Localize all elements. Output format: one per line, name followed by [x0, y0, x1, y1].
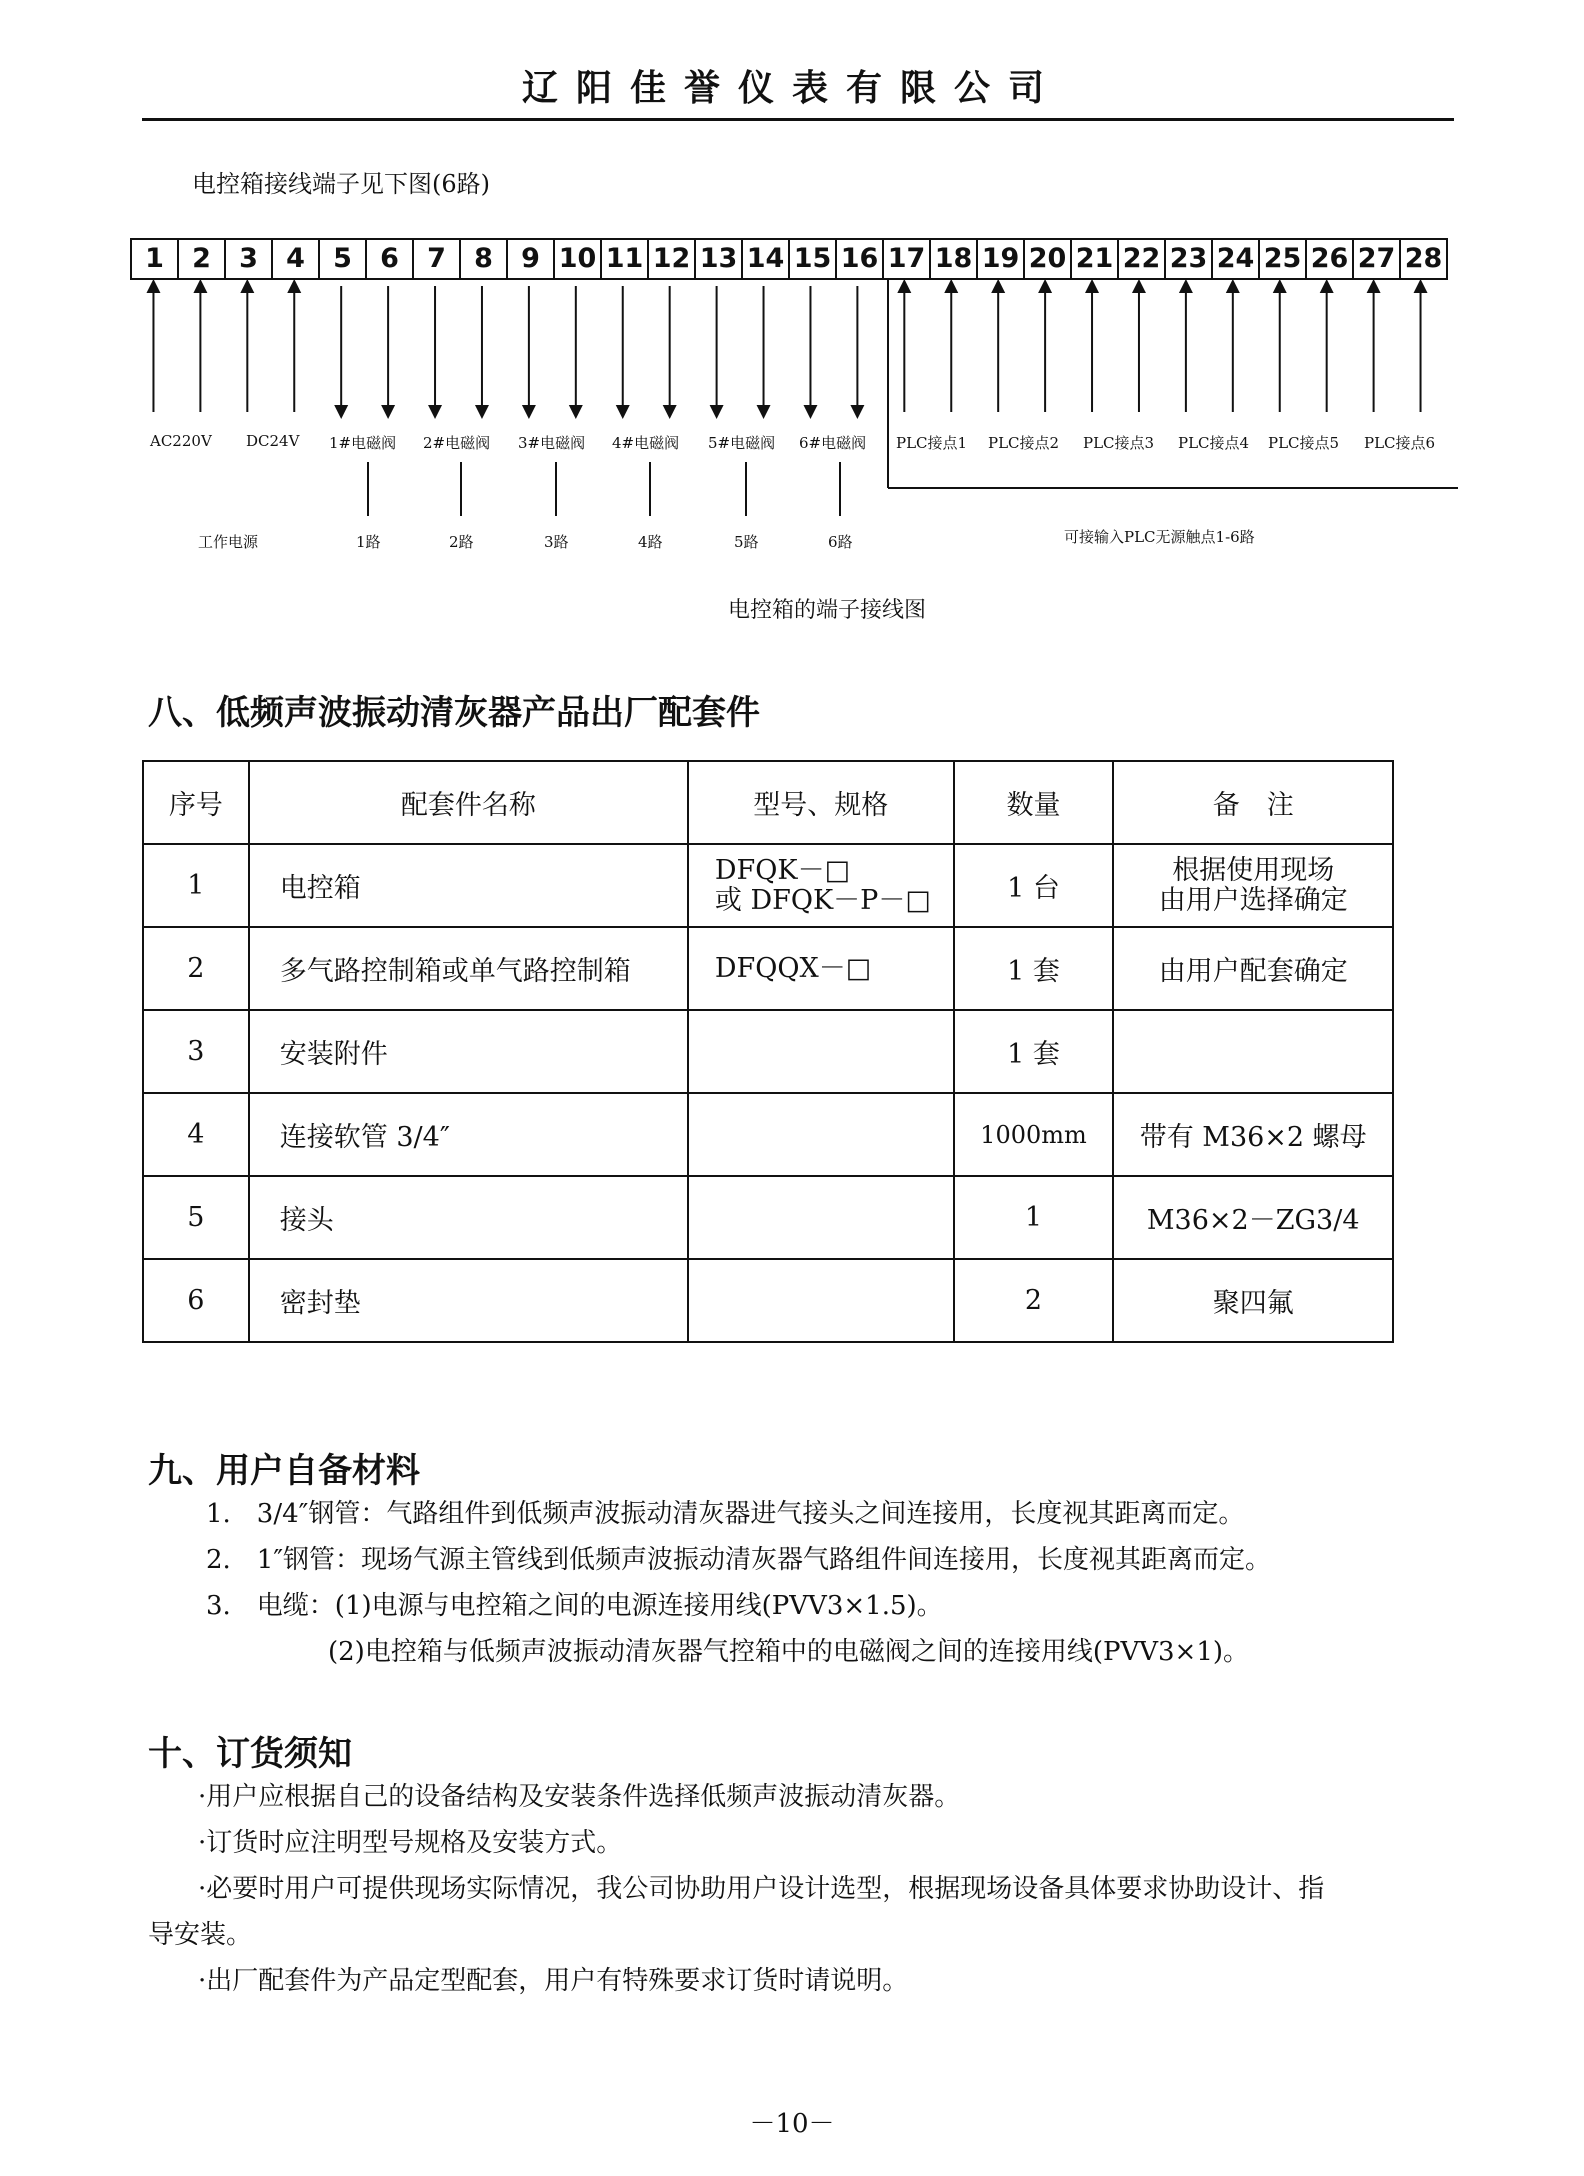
- cell-note: M36×2－ZG3/4: [1113, 1176, 1393, 1259]
- order-item-1: ·用户应根据自己的设备结构及安装条件选择低频声波振动清灰器。: [198, 1782, 961, 1812]
- header-note: 备 注: [1113, 761, 1393, 844]
- terminal-10: 10: [555, 240, 602, 278]
- terminal-3: 3: [226, 240, 273, 278]
- diagram-intro: 电控箱接线端子见下图(6路): [192, 170, 490, 198]
- label-plc-6: PLC接点6: [1364, 434, 1436, 452]
- table-row: [143, 1176, 1393, 1259]
- order-item-3-cont: 导安装。: [148, 1920, 253, 1950]
- terminal-16: 16: [837, 240, 884, 278]
- label-plc-3: PLC接点3: [1083, 434, 1155, 452]
- cell-note: 聚四氟: [1113, 1259, 1393, 1342]
- terminal-9: 9: [508, 240, 555, 278]
- note-line-1: 根据使用现场: [1172, 854, 1335, 886]
- wiring-arrows: [0, 0, 1584, 620]
- label-plc-5: PLC接点5: [1268, 434, 1340, 452]
- header-qty: 数量: [954, 761, 1114, 844]
- cell-model: [688, 1176, 954, 1259]
- label-plc-4: PLC接点4: [1178, 434, 1250, 452]
- diagram-caption: 电控箱的端子接线图: [728, 598, 927, 623]
- terminal-5: 5: [320, 240, 367, 278]
- cell-qty: 2: [954, 1259, 1114, 1342]
- label-valve-5: 5#电磁阀: [708, 434, 776, 452]
- cell-name: 安装附件: [249, 1010, 688, 1093]
- terminal-11: 11: [602, 240, 649, 278]
- cell-name: 连接软管 3/4″: [249, 1093, 688, 1176]
- cell-model: [688, 1259, 954, 1342]
- terminal-1: 1: [132, 240, 179, 278]
- section-8-title: 八、低频声波振动清灰器产品出厂配套件: [148, 693, 760, 733]
- terminal-13: 13: [696, 240, 743, 278]
- label-route-5: 5路: [734, 533, 759, 551]
- cell-note: [1113, 844, 1393, 927]
- terminal-19: 19: [978, 240, 1025, 278]
- cell-no: 2: [143, 927, 249, 1010]
- label-valve-4: 4#电磁阀: [612, 434, 680, 452]
- label-valve-1: 1#电磁阀: [329, 434, 397, 452]
- label-plc-2: PLC接点2: [988, 434, 1060, 452]
- cell-qty: 1000mm: [954, 1093, 1114, 1176]
- cell-no: 5: [143, 1176, 249, 1259]
- label-valve-6: 6#电磁阀: [799, 434, 867, 452]
- header-model: 型号、规格: [688, 761, 954, 844]
- terminal-15: 15: [790, 240, 837, 278]
- label-valve-3: 3#电磁阀: [518, 434, 586, 452]
- terminal-28: 28: [1404, 243, 1443, 274]
- cell-model: DFQQX－□: [688, 927, 954, 1010]
- table-row: [143, 1259, 1393, 1342]
- terminal-21: 21: [1072, 240, 1119, 278]
- page-number: －10－: [749, 2109, 835, 2139]
- section-9-title: 九、用户自备材料: [148, 1451, 420, 1491]
- table-row: [143, 1010, 1393, 1093]
- label-power: 工作电源: [198, 533, 259, 551]
- note-line-2: 由用户选择确定: [1158, 884, 1348, 916]
- company-name: 辽阳佳誉仪表有限公司: [521, 68, 1062, 109]
- cell-name: 电控箱: [249, 844, 688, 927]
- terminal-2: 2: [179, 240, 226, 278]
- cell-qty: 1: [954, 1176, 1114, 1259]
- table-row: [143, 844, 1393, 927]
- kit-table: [142, 760, 1394, 1343]
- table-row: [143, 1093, 1393, 1176]
- cell-qty: 1 套: [954, 927, 1114, 1010]
- header-name: 配套件名称: [249, 761, 688, 844]
- cell-name: 接头: [249, 1176, 688, 1259]
- cell-no: 1: [143, 844, 249, 927]
- cell-model: [688, 1093, 954, 1176]
- header-no: 序号: [143, 761, 249, 844]
- cell-note: [1113, 1010, 1393, 1093]
- terminal-24: 24: [1213, 240, 1260, 278]
- label-valve-2: 2#电磁阀: [423, 434, 491, 452]
- label-route-1: 1路: [356, 533, 381, 551]
- terminal-20: 20: [1025, 240, 1072, 278]
- terminal-12: 12: [649, 240, 696, 278]
- cell-qty: 1 套: [954, 1010, 1114, 1093]
- table-row: [143, 927, 1393, 1010]
- material-item-1: 1. 3/4″钢管：气路组件到低频声波振动清灰器进气接头之间连接用，长度视其距离而定。: [206, 1499, 1245, 1529]
- terminal-8: 8: [461, 240, 508, 278]
- terminal-6: 6: [367, 240, 414, 278]
- cell-qty: 1 台: [954, 844, 1114, 927]
- cell-no: 6: [143, 1259, 249, 1342]
- label-route-4: 4路: [638, 533, 663, 551]
- terminal-14: 14: [743, 240, 790, 278]
- cell-no: 4: [143, 1093, 249, 1176]
- terminal-26: 26: [1307, 240, 1354, 278]
- order-item-3: ·必要时用户可提供现场实际情况，我公司协助用户设计选型，根据现场设备具体要求协助设计、指: [198, 1874, 1325, 1904]
- model-line-1: DFQK－□: [714, 854, 851, 886]
- cell-no: 3: [143, 1010, 249, 1093]
- terminal-17: 17: [884, 240, 931, 278]
- terminal-4: 4: [273, 240, 320, 278]
- terminal-27: 27: [1354, 240, 1401, 278]
- cell-model: [688, 844, 954, 927]
- terminal-23: 23: [1166, 240, 1213, 278]
- cell-name: 多气路控制箱或单气路控制箱: [249, 927, 688, 1010]
- table-header-row: [143, 761, 1393, 844]
- terminal-25: 25: [1260, 240, 1307, 278]
- label-plc-1: PLC接点1: [896, 434, 968, 452]
- order-item-2: ·订货时应注明型号规格及安装方式。: [198, 1828, 623, 1858]
- cell-note: 带有 M36×2 螺母: [1113, 1093, 1393, 1176]
- order-item-4: ·出厂配套件为产品定型配套，用户有特殊要求订货时请说明。: [198, 1966, 909, 1996]
- label-dc24v: DC24V: [246, 432, 300, 450]
- label-route-6: 6路: [828, 533, 853, 551]
- terminal-22: 22: [1119, 240, 1166, 278]
- section-10-title: 十、订货须知: [148, 1734, 352, 1774]
- terminal-7: 7: [414, 240, 461, 278]
- cell-model: [688, 1010, 954, 1093]
- label-route-2: 2路: [449, 533, 474, 551]
- terminal-18: 18: [931, 240, 978, 278]
- cell-note: 由用户配套确定: [1113, 927, 1393, 1010]
- label-plc-note: 可接输入PLC无源触点1-6路: [1064, 528, 1255, 546]
- model-line-2: 或 DFQK－P－□: [714, 884, 931, 916]
- label-ac220v: AC220V: [150, 432, 212, 450]
- material-item-2: 2. 1″钢管：现场气源主管线到低频声波振动清灰器气路组件间连接用，长度视其距离而定。: [206, 1545, 1272, 1575]
- label-route-3: 3路: [544, 533, 569, 551]
- cell-name: 密封垫: [249, 1259, 688, 1342]
- material-item-3b: (2)电控箱与低频声波振动清灰器气控箱中的电磁阀之间的连接用线(PVV3×1)。: [328, 1637, 1250, 1667]
- material-item-3: 3. 电缆：(1)电源与电控箱之间的电源连接用线(PVV3×1.5)。: [206, 1591, 943, 1621]
